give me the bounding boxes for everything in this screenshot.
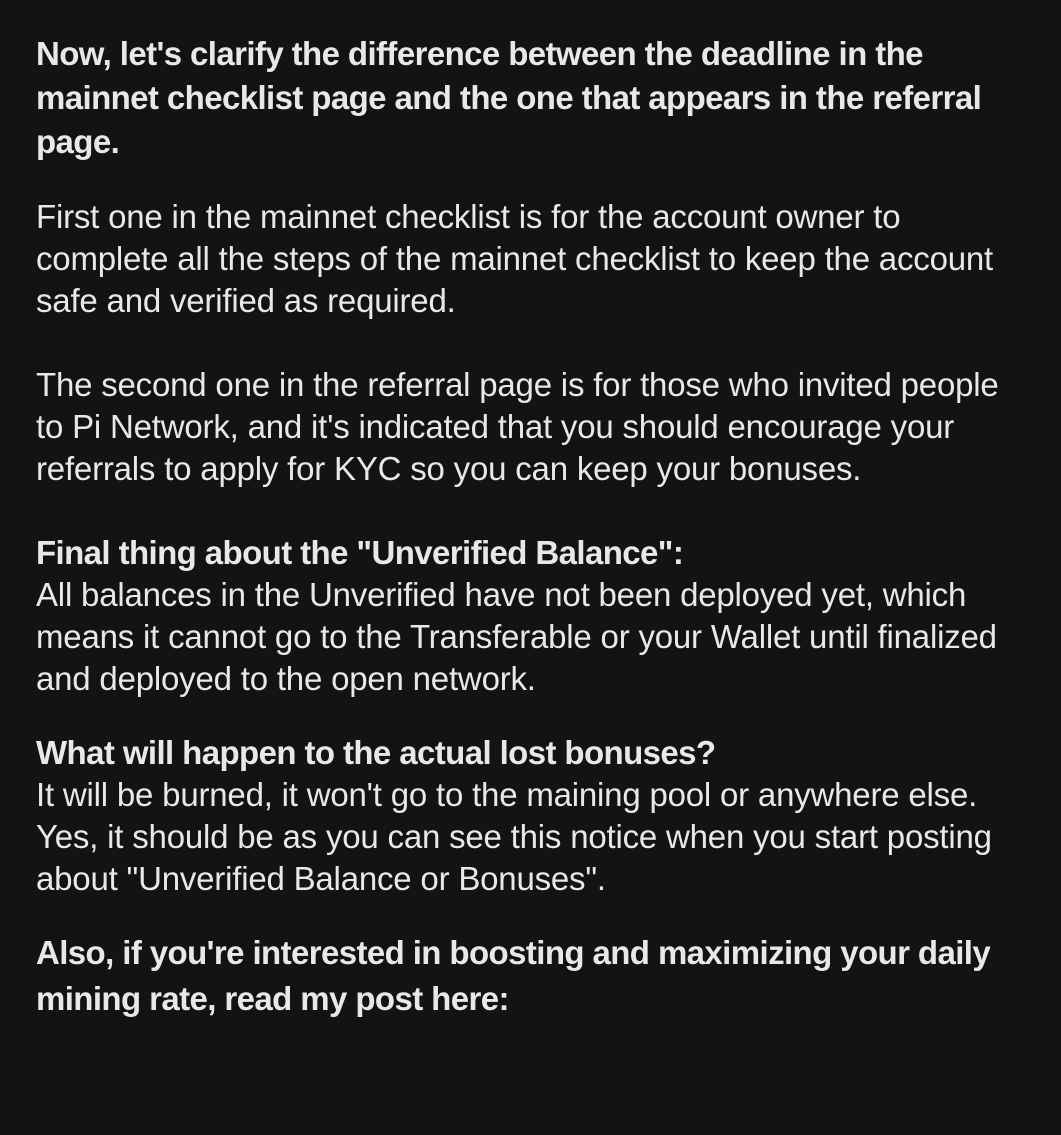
intro-paragraph: Now, let's clarify the difference between the deadline in the mainnet checklist page and the one that appears in the referral page. (36, 35, 982, 160)
unverified-balance-body: All balances in the Unverified have not been deployed yet, which means it cannot go to the Transferable or your Wallet until finalized and deployed to the open network. (36, 576, 997, 697)
referral-paragraph: The second one in the referral page is for those who invited people to Pi Network, and it's indicated that you should encourage your referrals to apply for KYC so you can keep your bonuses. (36, 366, 999, 487)
lost-bonuses-body: It will be burned, it won't go to the maining pool or anywhere else. Yes, it should be as you can see this notice when you start posting about "Unverified Balance or Bonuses". (36, 776, 992, 897)
checklist-paragraph: First one in the mainnet checklist is for the account owner to complete all the steps of the mainnet checklist to keep the account safe and verified as required. (36, 198, 993, 319)
lost-bonuses-heading: What will happen to the actual lost bonuses? (36, 734, 716, 771)
unverified-balance-section (36, 532, 1025, 700)
unverified-balance-heading: Final thing about the "Unverified Balance": (36, 534, 684, 571)
boost-paragraph: Also, if you're interested in boosting and maximizing your daily mining rate, read my post here: (36, 934, 991, 1017)
lost-bonuses-section (36, 732, 1025, 900)
